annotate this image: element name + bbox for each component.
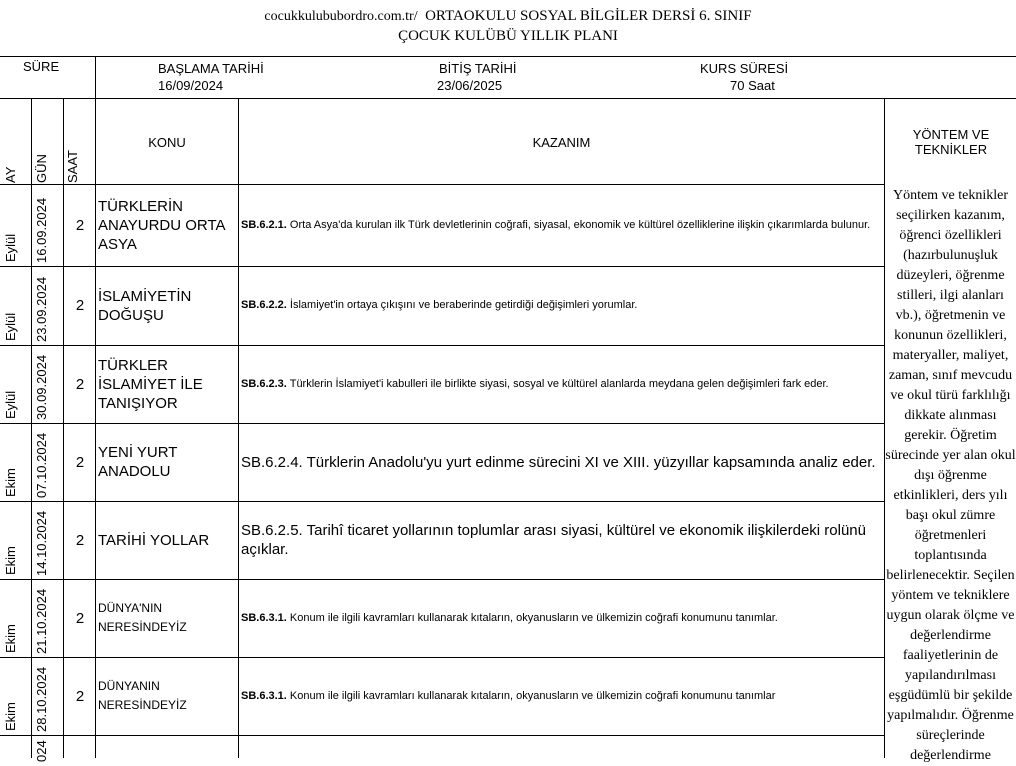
grid-line (0, 266, 884, 267)
row-hours: 2 (75, 687, 85, 705)
row-topic: DÜNYA'NIN NERESİNDEYİZ (98, 601, 187, 634)
row-month: Eylül (3, 233, 18, 262)
row-date: 30.09.2024 (34, 354, 49, 420)
row-date: 16.09.2024 (34, 197, 49, 263)
outcome-text: Türklerin İslamiyet'i kabulleri ile birlikte siyasi, sosyal ve kültürel alanlarda meydana gelen değişimleri fark eder. (289, 377, 829, 390)
row-hours: 2 (75, 609, 85, 627)
outcome-text: Orta Asya'da kurulan ilk Türk devletlerinin coğrafi, siyasal, ekonomik ve kültürel özelliklerine ilişkin çıkarımlarda bulunur. (289, 219, 871, 231)
row-date: 28.10.2024 (34, 666, 49, 732)
outcome-code: SB.6.2.1. (241, 219, 287, 231)
row-outcome (241, 501, 881, 579)
column-saat: SAAT (65, 150, 80, 183)
sure-label: SÜRE (23, 59, 60, 74)
outcome-code: SB.6.3.1. (241, 689, 287, 702)
row-outcome (241, 185, 881, 266)
title-text: ORTAOKULU SOSYAL BİLGİLER DERSİ 6. SINIF (425, 8, 752, 24)
column-konu: KONU (148, 134, 186, 150)
column-kazanim: KAZANIM (532, 134, 591, 150)
grid-line (0, 579, 884, 580)
row-month: Ekim (3, 546, 18, 575)
row-outcome (241, 345, 881, 423)
outcome-code: SB.6.3.1. (241, 611, 287, 624)
grid-line (0, 735, 884, 736)
site-name: cocukkulububordro.com.tr/ (264, 9, 418, 24)
grid-line (0, 501, 884, 502)
document-title (0, 8, 1016, 25)
outcome-text: İslamiyet'in ortaya çıkışını ve beraberinde getirdiği değişimleri yorumlar. (289, 299, 638, 311)
row-date: 21.10.2024 (34, 588, 49, 654)
outcome-text: SB.6.2.4. Türklerin Anadolu'yu yurt edinme sürecini XI ve XIII. yüzyıllar kapsamında analiz eder. (241, 453, 876, 471)
grid-line (0, 423, 884, 424)
outcome-text: Konum ile ilgili kavramları kullanarak kıtaların, okyanusların ve ülkemizin coğrafi konumunu tanımlar (289, 689, 776, 702)
row-month: Ekim (3, 702, 18, 731)
row-topic: İSLAMİYETİN DOĞUŞU (98, 287, 192, 324)
row-topic: YENİ YURT ANADOLU (98, 444, 178, 480)
row-month: Ekim (3, 468, 18, 497)
outcome-code: SB.6.2.3. (241, 377, 287, 390)
row-date: 23.09.2024 (34, 276, 49, 342)
course-duration-value: 70 Saat (730, 78, 775, 93)
end-date-value: 23/06/2025 (437, 78, 503, 93)
row-hours: 2 (75, 217, 85, 234)
grid-line (0, 184, 884, 185)
row-hours: 2 (75, 375, 85, 393)
column-yontem: YÖNTEM VE TEKNİKLER (912, 127, 990, 157)
column-gun: GÜN (34, 154, 49, 183)
grid-line (238, 98, 239, 758)
document-subtitle: ÇOCUK KULÜBÜ YILLIK PLANI (398, 28, 618, 44)
grid-line (0, 657, 884, 658)
row-date: 07.10.2024 (34, 432, 49, 498)
row-outcome (241, 657, 881, 735)
row-hours: 2 (75, 531, 85, 549)
course-duration-label: KURS SÜRESİ (700, 61, 789, 76)
row-date-partial: 024 (34, 740, 49, 762)
row-month: Eylül (3, 312, 18, 341)
row-month: Eylül (3, 390, 18, 419)
method-description: Yöntem ve teknikler seçilirken kazanım, öğrenci özellikleri (hazırbulunuşluk düzeyleri, öğrenme stilleri, ilgi alanları vb.), öğretmenin ve konunun özellikleri, materyaller, maliyet, zaman, sınıf mevcudu ve okul türü farklılığı dikkate alınması gerekir. Öğretim sürecinde yer alan okul dışı öğrenme etkinlikleri, ders yılı başı okul zümre öğretmenleri toplantısında belirlenecektir. Seçilen yöntem ve tekniklere uygun olarak ölçme ve değerlendirme faaliyetlerinin de yapılandırılması eşgüdümlü bir şekilde yapılmalıdır. Öğrenme süreçlerinde değerlendirme (885, 188, 1016, 763)
grid-line (884, 98, 885, 758)
outcome-text: Konum ile ilgili kavramları kullanarak kıtaların, okyanusların ve ülkemizin coğrafi konumunu tanımlar. (289, 611, 778, 624)
grid-line (31, 98, 32, 758)
start-date-label: BAŞLAMA TARİHİ (158, 61, 264, 76)
outcome-code: SB.6.2.2. (241, 299, 287, 311)
row-topic: TÜRKLERİN ANAYURDU ORTA ASYA (98, 198, 225, 253)
row-outcome (241, 579, 881, 657)
row-month: Ekim (3, 624, 18, 653)
grid-line (0, 98, 1016, 99)
outcome-text: SB.6.2.5. Tarihî ticaret yollarının toplumlar arası siyasi, kültürel ve ekonomik ilişkilerdeki rolünü açıklar. (241, 522, 866, 558)
row-topic: TÜRKLER İSLAMİYET İLE TANIŞIYOR (98, 356, 203, 412)
row-topic: DÜNYANIN NERESİNDEYİZ (98, 679, 187, 712)
grid-line (95, 56, 96, 758)
row-date: 14.10.2024 (34, 510, 49, 576)
row-outcome (241, 423, 881, 501)
row-outcome (241, 266, 881, 345)
start-date-value: 16/09/2024 (158, 78, 224, 93)
grid-line (0, 345, 884, 346)
row-hours: 2 (75, 297, 85, 314)
grid-line (0, 56, 1016, 57)
row-hours: 2 (75, 453, 85, 471)
row-topic: TARİHİ YOLLAR (98, 531, 210, 549)
end-date-label: BİTİŞ TARİHİ (439, 61, 517, 76)
column-ay: AY (3, 166, 18, 183)
grid-line (63, 98, 64, 758)
